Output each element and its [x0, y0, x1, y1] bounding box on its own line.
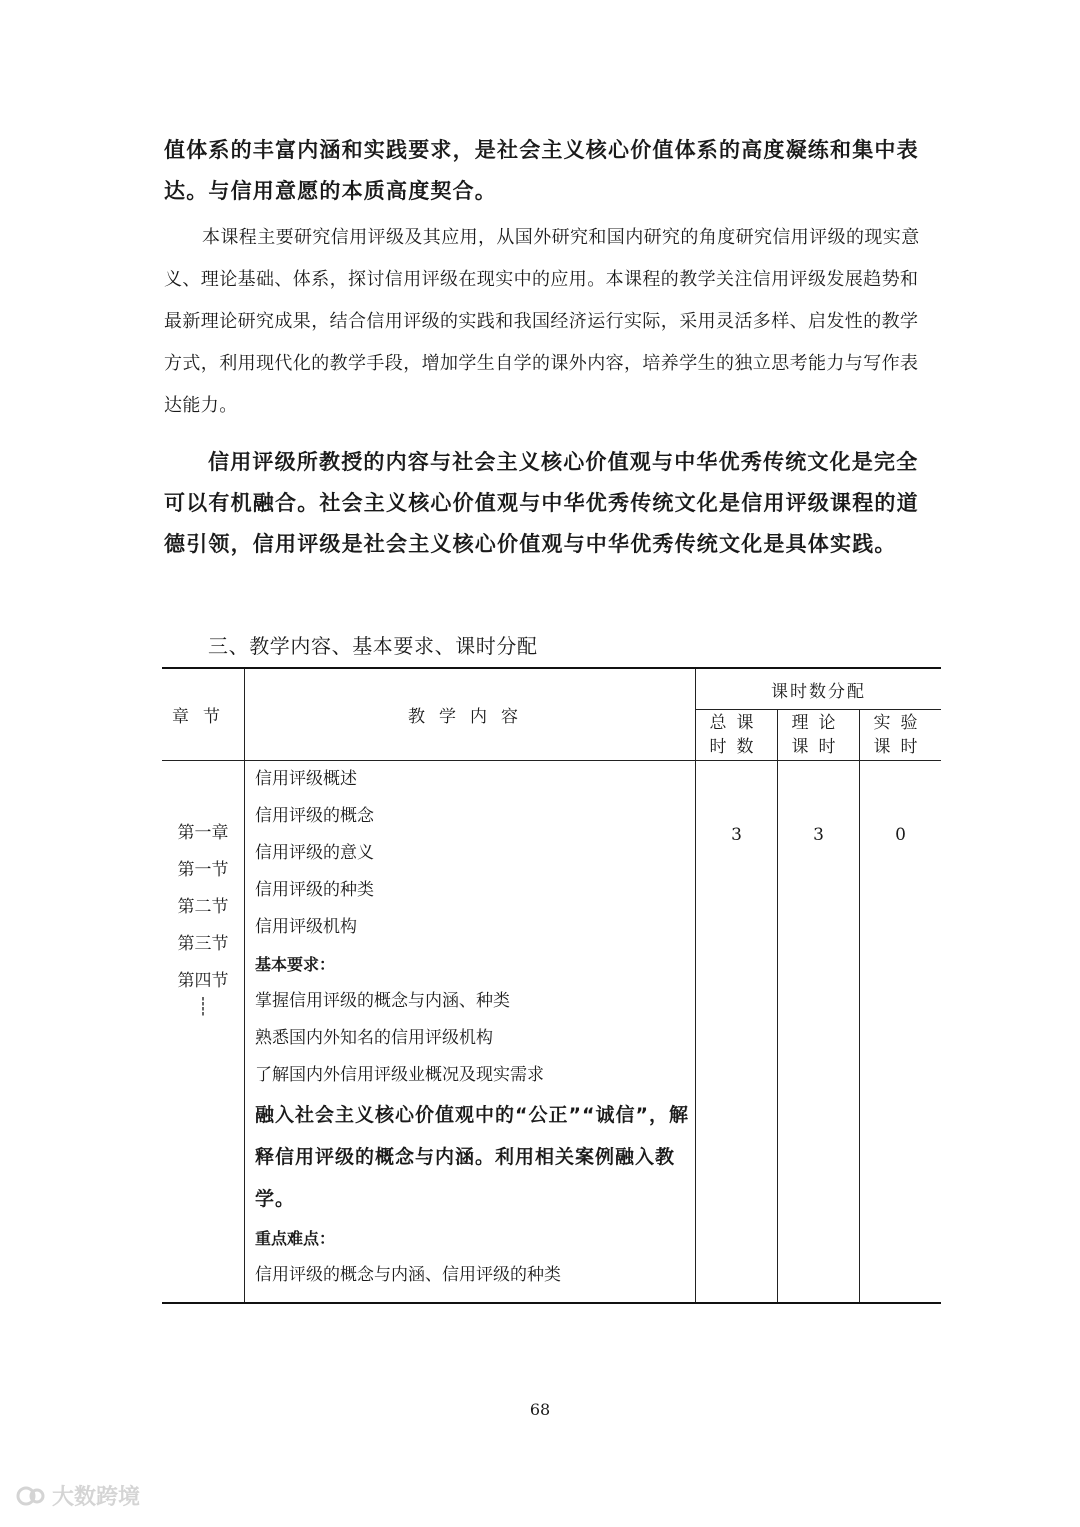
page-number: 68: [529, 1400, 551, 1419]
integration-paragraph: 信用评级所教授的内容与社会主义核心价值观与中华优秀传统文化是完全可以有机融合。社会主义核心价值观与中华优秀传统文化是信用评级课程的道德引领，信用评级是社会主义核心价值观与中华优秀传统文化是具体实践。: [164, 450, 919, 556]
intro-bold-line-2: 达。与信用意愿的本质高度契合。: [164, 179, 497, 203]
chapter-label: 第一章: [177, 823, 229, 843]
header-content: 教学内容: [245, 668, 696, 761]
header-theory-line-1: 理论: [791, 713, 846, 733]
topic-item: 信用评级的概念: [255, 806, 374, 826]
content-cell: [245, 761, 696, 1304]
table-row: [162, 761, 941, 1304]
chapter-cell: [162, 761, 245, 1304]
header-row-1: [162, 668, 941, 710]
total-hours-value: 3: [696, 761, 778, 1304]
header-chapter: 章节: [162, 668, 245, 761]
section-label: 第一节: [177, 860, 229, 880]
watermark-logo-icon: [16, 1484, 46, 1508]
header-theory-hours: [778, 710, 860, 761]
watermark: [16, 1480, 140, 1511]
lab-hours-value: 0: [860, 761, 942, 1304]
topic-item: 信用评级的意义: [255, 843, 374, 863]
header-theory-line-2: 课时: [791, 737, 846, 757]
intro-bold-paragraph: [164, 130, 924, 212]
key-points-label: 重点难点：: [255, 1229, 336, 1248]
requirement-item: 掌握信用评级的概念与内涵、种类: [255, 991, 510, 1011]
watermark-text: 大数跨境: [52, 1485, 141, 1510]
section-label: 第三节: [177, 934, 229, 954]
topic-item: 信用评级机构: [255, 917, 357, 937]
continuation-dots: ┊: [197, 997, 209, 1017]
section-title: 三、教学内容、基本要求、课时分配: [208, 634, 538, 658]
intro-bold-line-1: 值体系的丰富内涵和实践要求，是社会主义核心价值体系的高度凝练和集中表: [164, 138, 919, 162]
header-total-line-2: 时数: [709, 737, 764, 757]
theory-hours-value: 3: [778, 761, 860, 1304]
header-lab-line-1: 实验: [873, 713, 928, 733]
course-intro-paragraph: 本课程主要研究信用评级及其应用，从国外研究和国内研究的角度研究信用评级的现实意义、理论基础、体系，探讨信用评级在现实中的应用。本课程的教学关注信用评级发展趋势和最新理论研究成果，结合信用评级的实践和我国经济运行实际，采用灵活多样、启发性的教学方式，利用现代化的教学手段，增加学生自学的课外内容，培养学生的独立思考能力与写作表达能力。: [164, 227, 920, 416]
ideology-statement: 融入社会主义核心价值观中的“公正”“诚信”，解释信用评级的概念与内涵。利用相关案例融入教学。: [255, 1104, 689, 1210]
requirements-label: 基本要求：: [255, 955, 336, 974]
header-total-line-1: 总课: [709, 713, 764, 733]
header-total-hours: [696, 710, 778, 761]
header-lab-hours: [860, 710, 942, 761]
course-schedule-table: [162, 667, 941, 1304]
section-label: 第四节: [177, 971, 229, 991]
requirement-item: 了解国内外信用评级业概况及现实需求: [255, 1065, 544, 1085]
key-points-text: 信用评级的概念与内涵、信用评级的种类: [255, 1265, 561, 1285]
header-allocation: 课时数分配: [696, 668, 942, 710]
header-lab-line-2: 课时: [873, 737, 928, 757]
topic-item: 信用评级的种类: [255, 880, 374, 900]
requirement-item: 熟悉国内外知名的信用评级机构: [255, 1028, 493, 1048]
topic-item: 信用评级概述: [255, 769, 357, 789]
section-label: 第二节: [177, 897, 229, 917]
